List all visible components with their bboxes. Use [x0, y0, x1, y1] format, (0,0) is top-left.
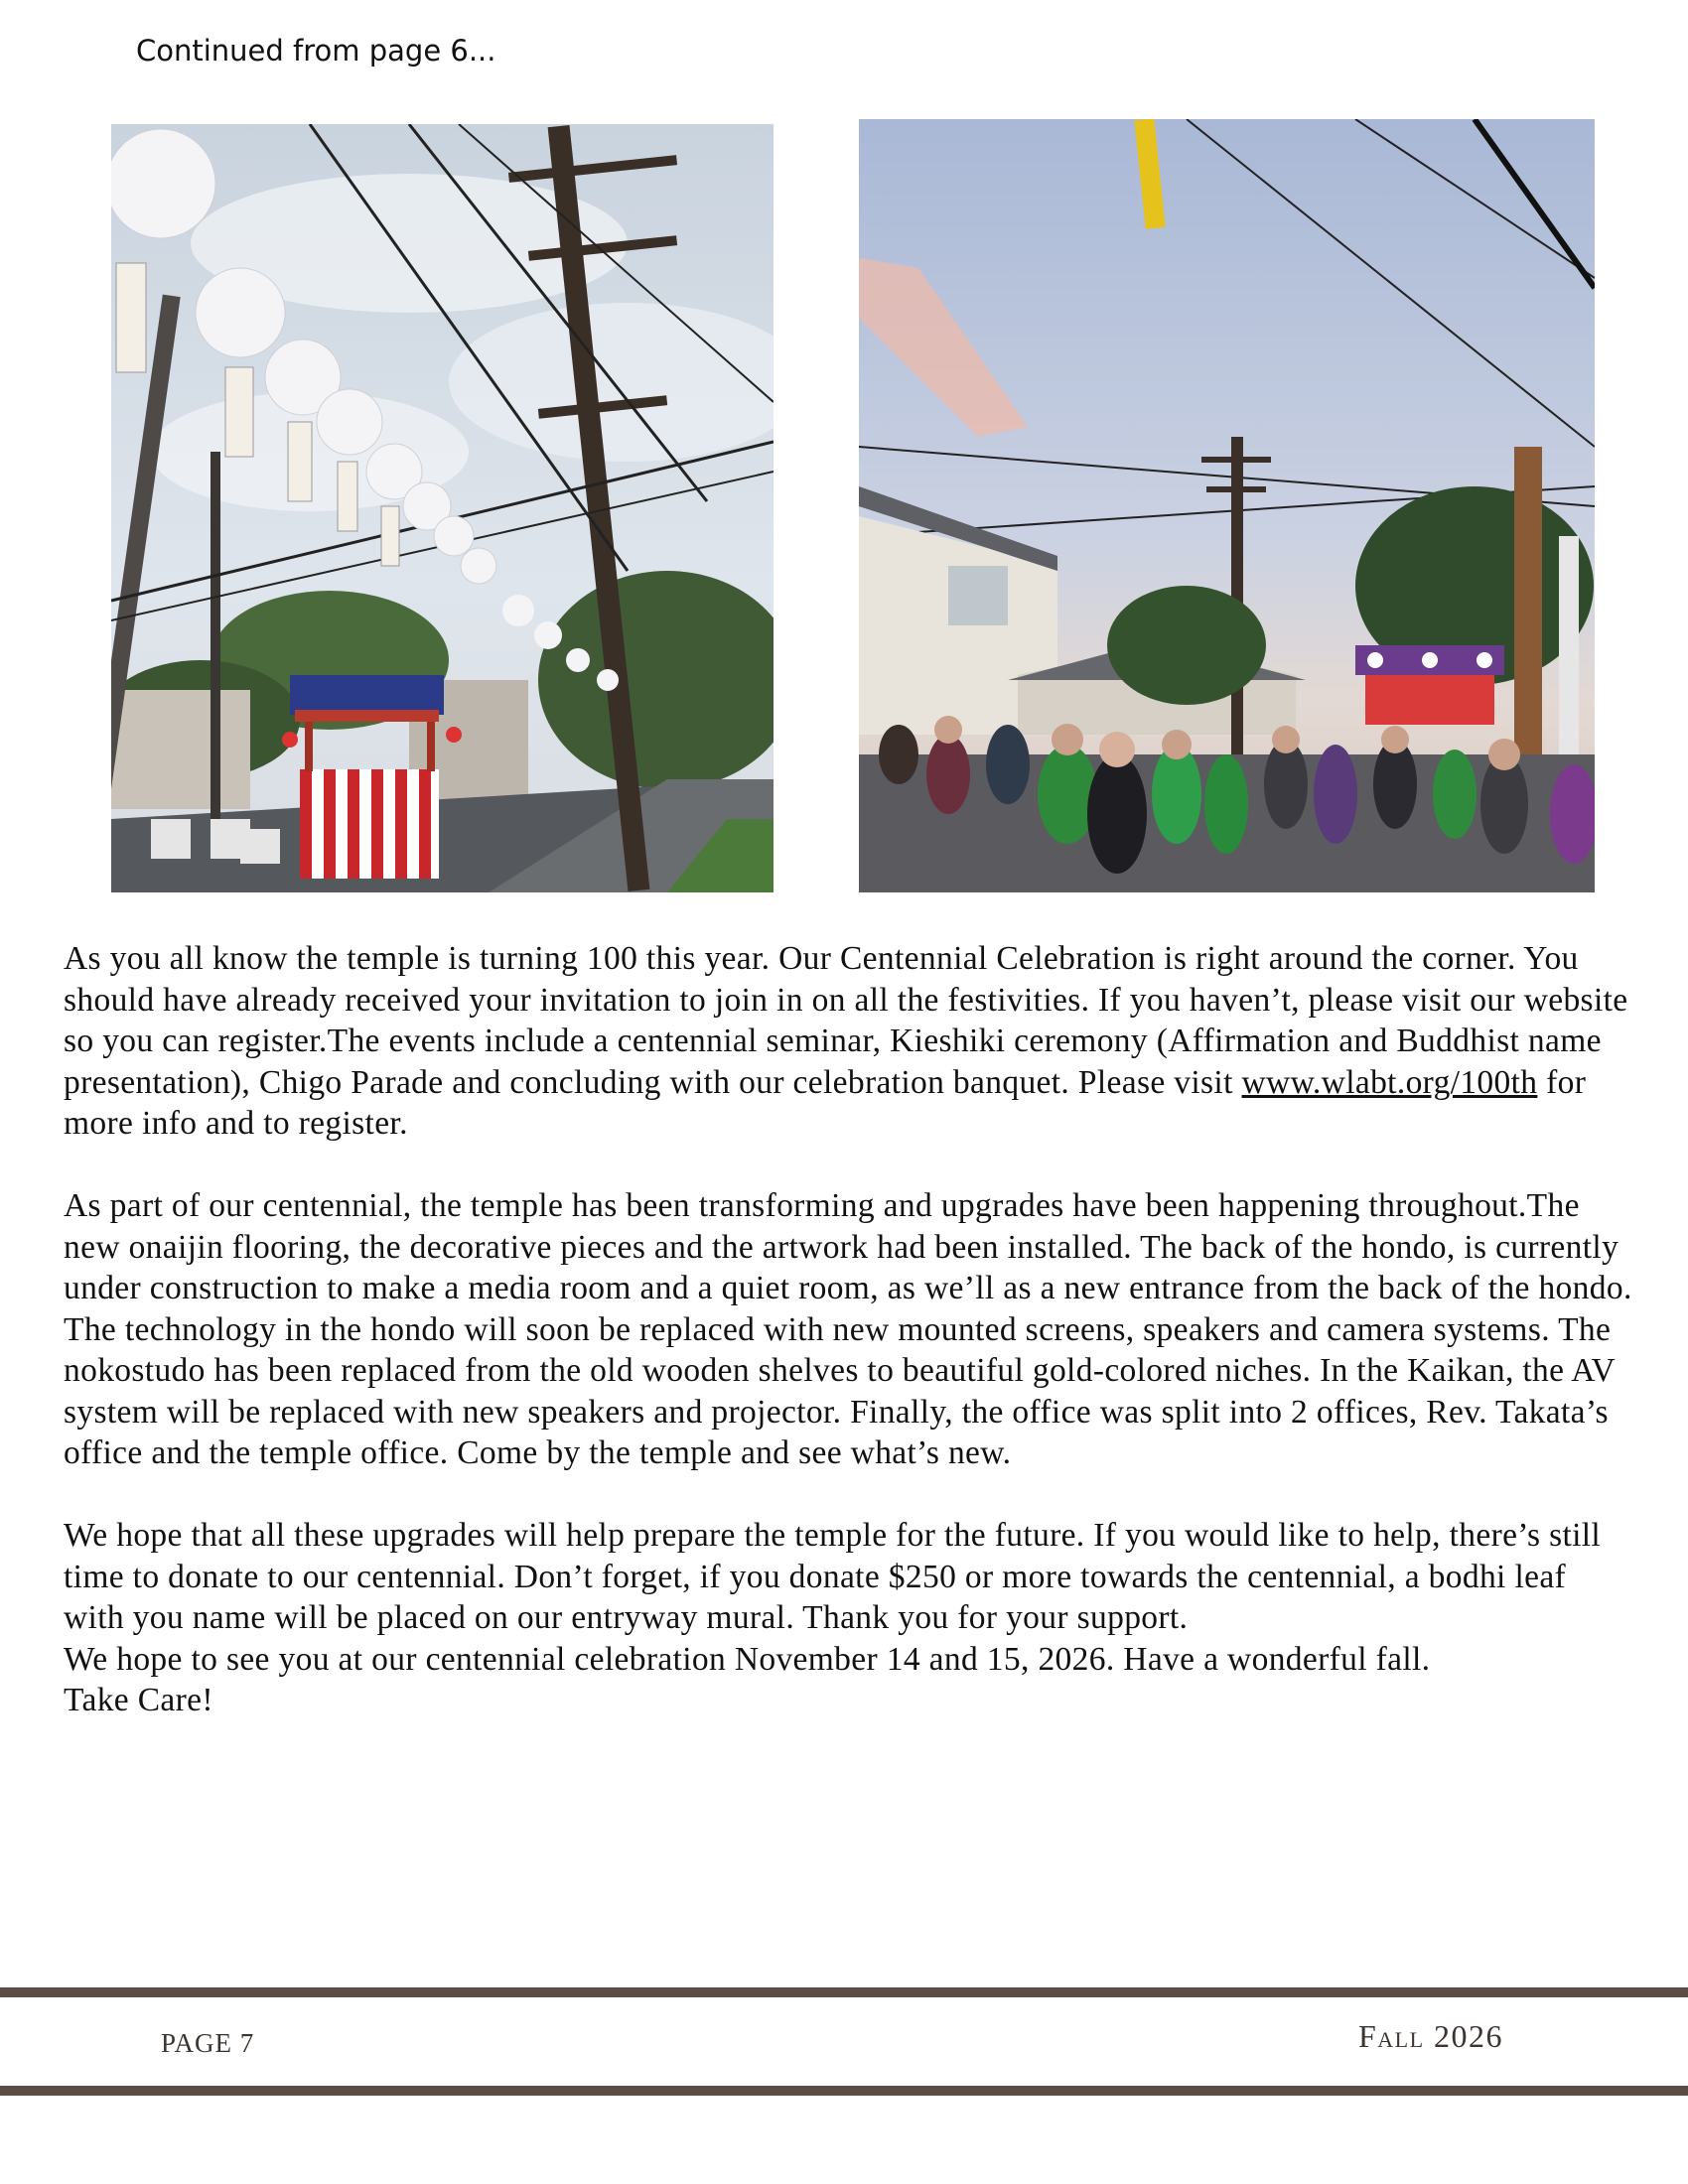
website-link[interactable]: www.wlabt.org/100th — [1241, 1063, 1538, 1101]
issue-label: Fall 2026 — [1358, 2018, 1504, 2054]
paragraph-closing: Take Care! — [64, 1682, 213, 1718]
paragraph-celebration-date: We hope to see you at our centennial celebration November 14 and 15, 2026. Have a wonderful fall. — [64, 1640, 1431, 1678]
paragraph-text: for more info and to register. — [64, 1063, 1587, 1142]
footer-rule-bottom — [0, 2086, 1688, 2096]
page-number: PAGE 7 — [161, 2028, 255, 2058]
paragraph-donation: We hope that all these upgrades will help prepare the temple for the future. If you would like to help, there’s still time to donate to our centennial. Don’t forget, if you donate $250 or more towards the centennial, a bodhi leaf with you name will be placed on our entryway mural. Thank you for your support. — [64, 1517, 1602, 1636]
paragraph-centennial-intro — [64, 938, 1632, 1145]
footer-rule-top — [0, 1987, 1688, 1997]
street-lanterns-photo — [111, 124, 774, 892]
continued-note: Continued from page 6... — [136, 34, 496, 68]
paragraph-text: As you all know the temple is turning 100 this year. Our Centennial Celebration is right around the corner. You should have already received your invitation to join in on all the festivities. If you haven’t, please visit our website so you can register.The events include a centennial seminar, Kieshiki ceremony (Affirmation and Buddhist name presentation), Chigo Parade and concluding with our celebration banquet. Please visit — [64, 940, 1628, 1101]
festival-crowd-photo — [859, 119, 1595, 892]
paragraph-upgrades: As part of our centennial, the temple has been transforming and upgrades have been happening throughout.The new onaijin flooring, the decorative pieces and the artwork had been installed. The back of the hondo, is currently under construction to make a media room and a quiet room, as we’ll as a new entrance from the back of the hondo. The technology in the hondo will soon be replaced with new mounted screens, speakers and camera systems. The nokostudo has been replaced from the old wooden shelves to beautiful gold-colored niches. In the Kaikan, the AV system will be replaced with new speakers and projector. Finally, the office was split into 2 offices, Rev. Takata’s office and the temple office. Come by the temple and see what’s new. — [64, 1187, 1632, 1471]
article-body — [64, 938, 1632, 1721]
